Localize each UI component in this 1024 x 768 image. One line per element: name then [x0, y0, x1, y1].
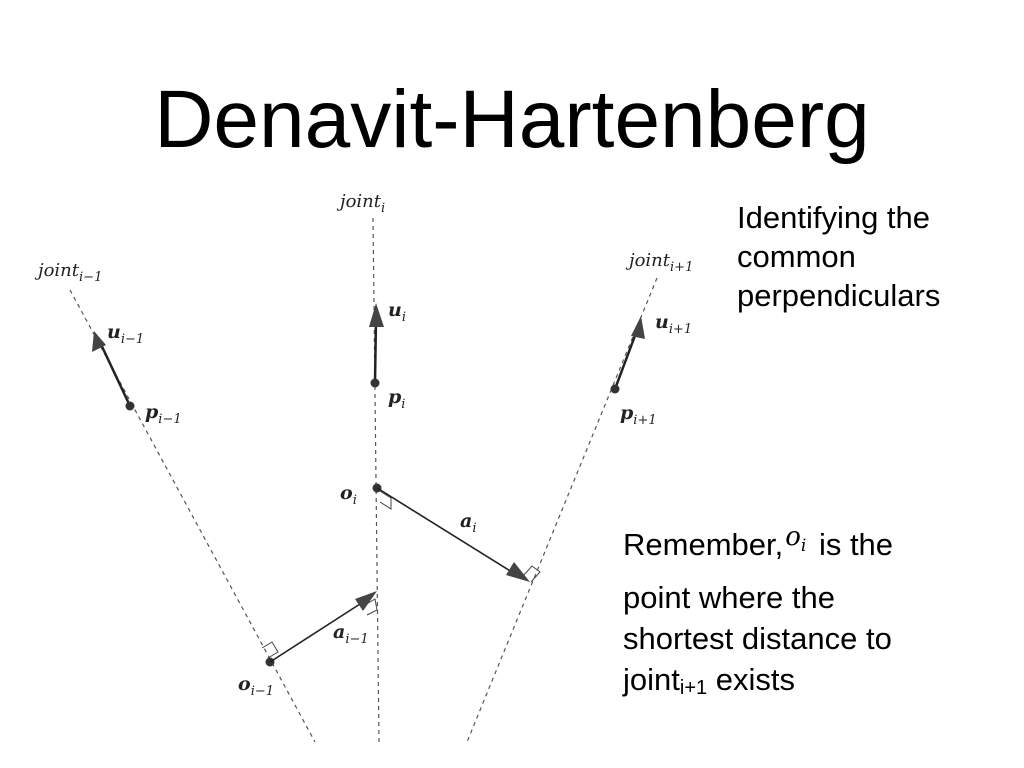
u-prev-vector — [98, 338, 130, 406]
p-cur-point — [371, 379, 380, 388]
joint-subscript: i+1 — [679, 677, 708, 700]
a-prev-arrowhead — [355, 591, 377, 611]
note-bottom-line-2: point where the — [623, 580, 835, 616]
o-i-math — [785, 522, 807, 557]
remember-text: Remember, — [623, 527, 784, 562]
note-top-line-1: Identifying the — [737, 200, 931, 235]
label-o-cur: $o_i$ — [340, 482, 357, 508]
note-bottom-line-4 — [623, 659, 1013, 709]
u-cur-vector — [375, 318, 376, 383]
is-the-text: is the — [810, 527, 894, 562]
a-cur-segment — [377, 488, 512, 572]
p-next-point — [611, 385, 620, 394]
joint-axis-current — [373, 218, 379, 742]
u-next-arrowhead — [631, 316, 645, 339]
slide-title: Denavit-Hartenberg — [154, 74, 870, 165]
note-remember — [623, 524, 1013, 709]
label-u-next: $u_{i+1}$ — [655, 311, 693, 337]
note-bottom-line-1 — [623, 524, 1013, 577]
label-p-prev: $p_{i-1}$ — [145, 401, 182, 427]
note-common-perpendiculars — [737, 198, 1017, 315]
label-joint-prev: joint$_{i-1}$ — [38, 260, 103, 285]
label-joint-cur: joint$_i$ — [340, 191, 386, 216]
p-prev-point — [126, 402, 135, 411]
right-angle-o-prev — [262, 642, 278, 658]
o-i-sub: i — [800, 536, 807, 557]
label-a-prev: $a_{i-1}$ — [333, 621, 369, 647]
label-p-next: $p_{i+1}$ — [620, 402, 657, 428]
label-p-cur: $p_i$ — [388, 386, 406, 412]
o-i-base: o — [785, 522, 801, 552]
u-cur-arrowhead — [369, 303, 384, 327]
note-bottom-line-3: shortest distance to — [623, 621, 892, 657]
label-o-prev: $o_{i-1}$ — [238, 673, 275, 699]
label-u-prev: $u_{i-1}$ — [107, 321, 145, 347]
label-u-cur: $u_i$ — [388, 299, 406, 325]
exists-text: exists — [707, 662, 795, 698]
label-a-cur: $a_i$ — [460, 510, 477, 536]
note-top-line-3: perpendiculars — [737, 278, 941, 313]
note-top-line-2: common — [737, 239, 856, 274]
label-joint-next: joint$_{i+1}$ — [629, 250, 694, 275]
joint-text: joint — [623, 662, 680, 698]
